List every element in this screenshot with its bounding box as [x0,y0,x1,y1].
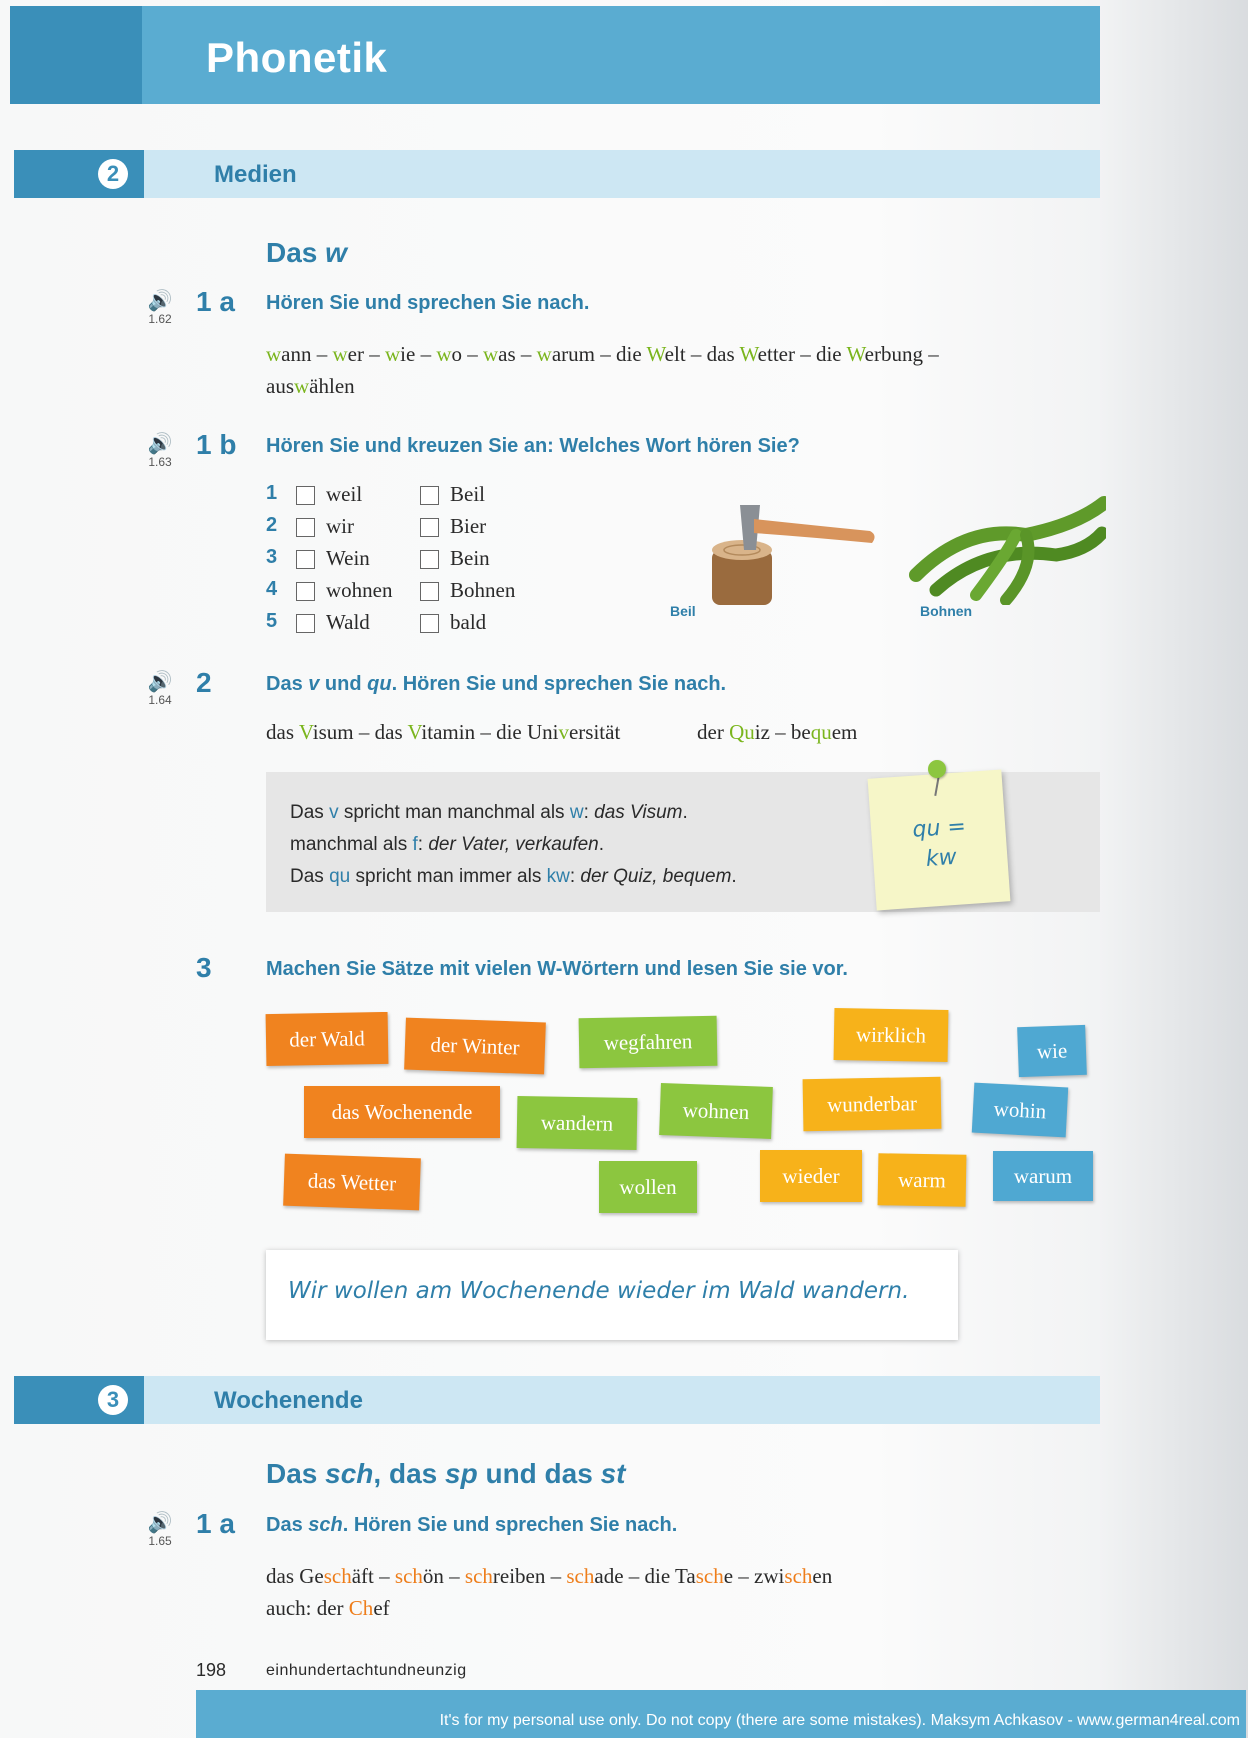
title-band [10,6,1100,104]
word-list-sch: das Geschäft – schön – schreiben – schade – die Tasche – zwischen auch: der Chef [266,1564,833,1620]
heading-italic: w [325,237,347,268]
track-number: 1.65 [148,1534,172,1548]
axe-image [700,495,880,615]
page-number-word: einhundertachtundneunzig [266,1662,467,1679]
image-label-bohnen: Bohnen [920,603,973,619]
sticky-note-text: qu = kw [911,814,967,872]
row-number: 1 [266,482,278,504]
section-title: Medien [214,161,297,188]
word-card[interactable]: der Wald [266,1012,389,1066]
audio-track-1-62[interactable] [140,290,180,326]
option-a: wohnen [326,578,393,602]
checkbox[interactable] [420,582,439,601]
exercise-number: 1 a [196,1508,235,1539]
exercise-instruction: Machen Sie Sätze mit vielen W-Wörtern und lesen Sie sie vor. [266,958,848,980]
word-card[interactable]: wandern [517,1096,638,1150]
word-card[interactable]: warm [878,1153,967,1207]
heading-das-w [266,237,347,269]
audio-track-1-64[interactable] [140,671,180,707]
word-list-v: das Visum – das Vitamin – die Universität [266,720,621,744]
title-band-accent [10,6,142,104]
track-number: 1.64 [148,693,172,707]
word-card[interactable]: wohnen [659,1083,773,1139]
checkbox[interactable] [296,614,315,633]
example-sentence-card [266,1250,958,1340]
word-card[interactable]: das Wetter [283,1154,421,1211]
word-card[interactable]: wirklich [834,1008,949,1062]
option-b: Beil [450,482,485,506]
track-number: 1.62 [148,312,172,326]
word-card[interactable]: wunderbar [803,1077,942,1131]
option-b: bald [450,610,487,634]
checkbox[interactable] [296,486,315,505]
section-title: Wochenende [214,1387,363,1414]
option-b: Bohnen [450,578,516,602]
audio-track-1-63[interactable] [140,433,180,469]
section-header-medien [14,150,1100,198]
word-card[interactable]: wollen [599,1161,697,1213]
word-list-qu: der Quiz – bequem [697,720,858,744]
example-sentence: Wir wollen am Wochenende wieder im Wald wandern. [288,1278,910,1304]
exercise-instruction: Hören Sie und sprechen Sie nach. [266,292,590,314]
exercise-instruction: Das sch. Hören Sie und sprechen Sie nach. [266,1514,678,1536]
section-number: 3 [98,1385,128,1415]
bottom-band [196,1690,1246,1738]
option-a: Wald [326,610,370,634]
word-card[interactable]: das Wochenende [304,1086,500,1138]
word-card[interactable]: warum [993,1151,1093,1201]
exercise-number: 3 [196,952,212,983]
checkbox[interactable] [420,550,439,569]
checkbox[interactable] [420,614,439,633]
checkbox[interactable] [296,550,315,569]
section-header-wochenende [14,1376,1100,1424]
rule-line-1: Das v spricht man manchmal als w: das Visum. [290,802,688,823]
track-number: 1.63 [148,455,172,469]
option-a: weil [326,482,363,506]
exercise-number: 1 a [196,286,235,317]
option-a: Wein [326,546,370,570]
word-card[interactable]: wie [1017,1025,1087,1077]
row-number: 2 [266,514,278,536]
checkbox[interactable] [420,486,439,505]
row-number: 5 [266,610,278,632]
sticky-note [868,769,1011,910]
speaker-icon: 🔊 [147,433,173,455]
row-number: 3 [266,546,278,568]
page-title: Phonetik [206,34,388,81]
word-card[interactable]: wegfahren [579,1016,718,1068]
audio-track-1-65[interactable] [140,1512,180,1548]
checkbox[interactable] [296,518,315,537]
row-number: 4 [266,578,278,600]
word-card[interactable]: wohin [972,1083,1068,1138]
heading-text: Das [266,237,326,268]
checkbox[interactable] [420,518,439,537]
exercise-instruction: Hören Sie und kreuzen Sie an: Welches Wort hören Sie? [266,435,800,457]
exercise-instruction: Das v und qu. Hören Sie und sprechen Sie nach. [266,673,727,695]
speaker-icon: 🔊 [147,1512,173,1534]
exercise-number: 1 b [196,429,237,460]
green-beans-image [906,495,1106,605]
watermark-text: It's for my personal use only. Do not copy (there are some mistakes). Maksym Achkasov - www.german4real.com [439,1712,1240,1729]
speaker-icon: 🔊 [147,290,173,312]
section-number: 2 [98,159,128,189]
rule-line-2: manchmal als f: der Vater, verkaufen. [290,834,605,855]
pushpin-icon [928,760,946,778]
word-card[interactable]: der Winter [404,1018,546,1075]
image-label-beil: Beil [670,603,696,619]
page-number: 198 [196,1660,227,1680]
option-a: wir [326,514,354,538]
word-list-w: wann – wer – wie – wo – was – warum – die Welt – das Wetter – die Werbung – auswählen [266,342,939,398]
exercise-number: 2 [196,667,212,698]
option-b: Bein [450,546,490,570]
rule-line-3: Das qu spricht man immer als kw: der Quiz, bequem. [290,866,737,887]
checkbox[interactable] [296,582,315,601]
heading-sch-sp-st: Das sch, das sp und das st [266,1458,626,1489]
word-card[interactable]: wieder [760,1150,862,1202]
speaker-icon: 🔊 [147,671,173,693]
option-b: Bier [450,514,487,538]
